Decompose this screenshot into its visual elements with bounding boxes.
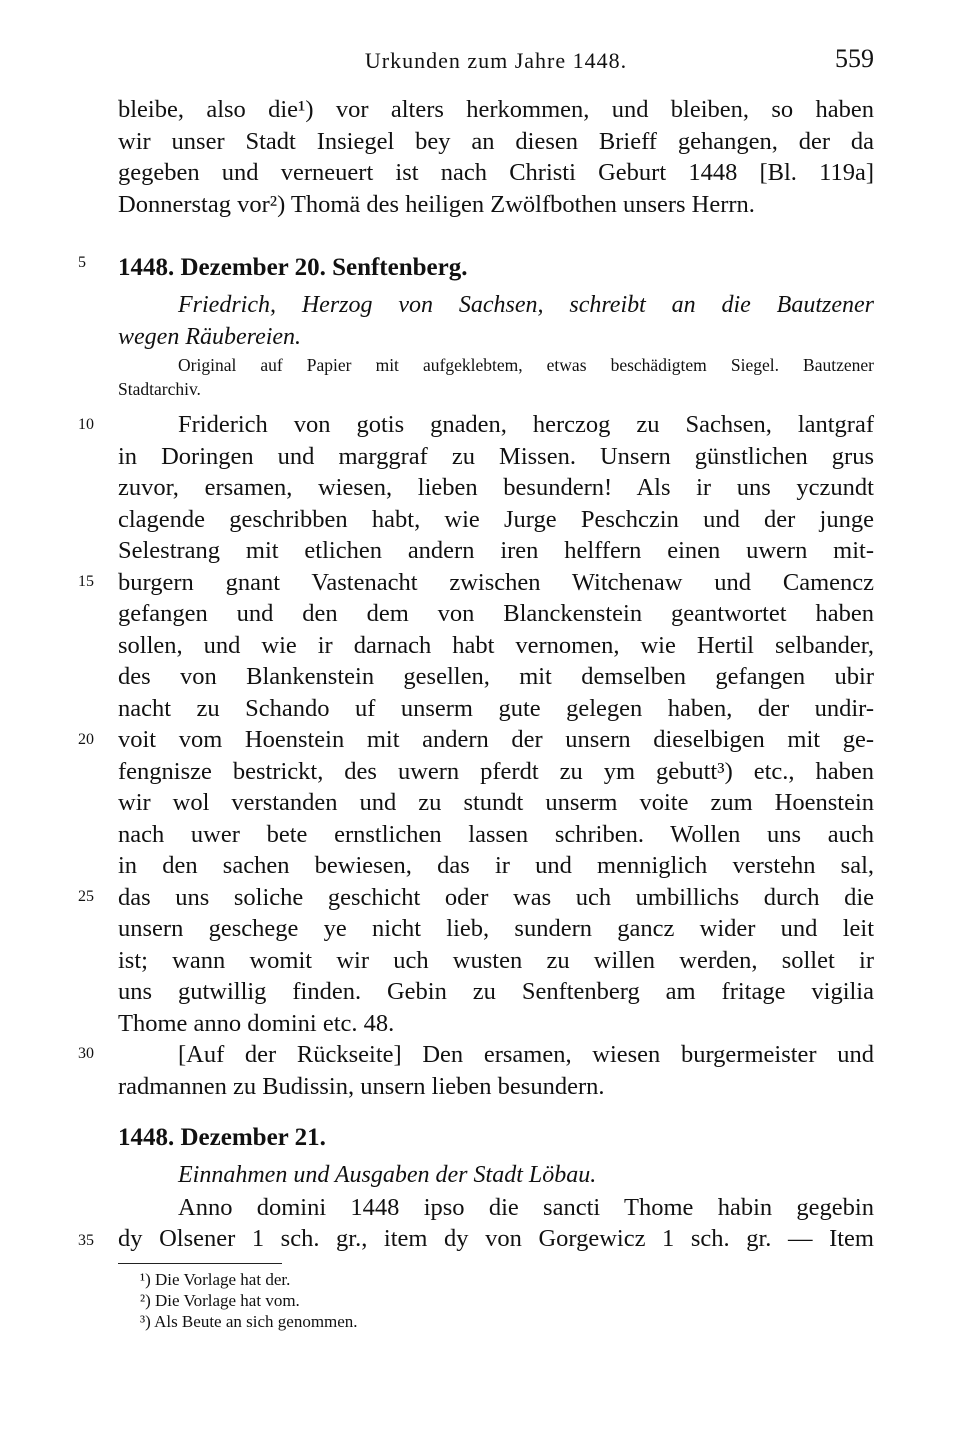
line-number: 35: [78, 1232, 94, 1249]
text-line: zuvor, ersamen, wiesen, lieben besundern! Als ir uns yczundt: [118, 474, 874, 501]
document-title: 1448. Dezember 21.: [118, 1124, 326, 1151]
text-line: sollen, und wie ir darnach habt vernomen, wie Hertil selbander,: [118, 631, 874, 659]
source-note: Stadtarchiv.: [118, 379, 201, 399]
text-line: Thome anno domini etc. 48.: [118, 1009, 395, 1037]
line-number: 10: [78, 416, 94, 433]
footnote: ³) Als Beute an sich genommen.: [140, 1312, 358, 1331]
document-summary: Einnahmen und Ausgaben der Stadt Löbau.: [178, 1162, 597, 1188]
page-number: 559: [835, 44, 874, 73]
text-line: des von Blankenstein gesellen, mit demselben gefangen ubir: [118, 663, 874, 690]
footnote-divider: [118, 1263, 282, 1264]
text-line: fengnisze bestrickt, des uwern pferdt zu ym gebutt³) etc., haben: [118, 757, 874, 785]
text-line: dy Olsener 1 sch. gr., item dy von Gorgewicz 1 sch. gr. — Item: [118, 1225, 874, 1252]
text-line: Selestrang mit etlichen andern iren helffern einen uwern mit-: [118, 537, 874, 564]
text-line: in Doringen und marggraf zu Missen. Unsern günstlichen grus: [118, 442, 874, 470]
document-summary: wegen Räubereien.: [118, 323, 302, 350]
footnote: ²) Die Vorlage hat vom.: [140, 1291, 300, 1310]
text-line: unsern geschege ye nicht lieb, sundern gancz wider und leit: [118, 915, 874, 942]
document-heading: [118, 1116, 874, 1255]
line-number: 5: [78, 254, 86, 271]
source-note: Original auf Papier mit aufgeklebtem, etwas beschädigtem Siegel. Bautzener: [178, 355, 874, 375]
text-line: voit vom Hoenstein mit andern der unsern dieselbigen mit ge-: [118, 726, 874, 753]
text-line: das uns soliche geschicht oder was uch umbillichs durch die: [118, 883, 874, 911]
line-number: 15: [78, 573, 94, 590]
text-line: clagende geschribben habt, wie Jurge Peschczin und der junge: [118, 505, 874, 533]
text-line: Friderich von gotis gnaden, herczog zu Sachsen, lantgraf: [178, 411, 874, 438]
continuation-text: [118, 94, 874, 220]
text-line: radmannen zu Budissin, unsern lieben besundern.: [118, 1072, 605, 1100]
line-number: 25: [78, 888, 94, 905]
footnote: ¹) Die Vorlage hat der.: [140, 1270, 291, 1289]
text-line: wir unser Stadt Insiegel bey an diesen Brieff gehangen, der da: [118, 127, 874, 155]
text-line: gefangen und den dem von Blanckenstein geantwortet haben: [118, 600, 874, 627]
text-line: gegeben und verneuert ist nach Christi Geburt 1448 [Bl. 119a]: [118, 159, 874, 186]
text-line: uns gutwillig finden. Gebin zu Senftenberg am fritage vigilia: [118, 978, 874, 1005]
document-body: [118, 409, 874, 1102]
document-heading: [118, 246, 874, 401]
text-line: nach uwer bete ernstlichen lassen schriben. Wollen uns auch: [118, 820, 874, 848]
running-head: Urkunden zum Jahre 1448.: [364, 48, 628, 73]
text-line: ist; wann womit wir uch wusten zu willen werden, sollet ir: [118, 946, 874, 974]
text-line: wir wol verstanden und zu stundt unserm voite zum Hoenstein: [118, 789, 874, 816]
text-line: [Auf der Rückseite] Den ersamen, wiesen burgermeister und: [178, 1041, 874, 1068]
text-line: nacht zu Schando uf unserm gute gelegen haben, der undir-: [118, 694, 874, 722]
document-summary: Friedrich, Herzog von Sachsen, schreibt an die Bautzener: [178, 292, 874, 318]
line-number: 30: [78, 1045, 94, 1062]
line-number: 20: [78, 731, 94, 748]
text-line: in den sachen bewiesen, das ir und menniglich verstehn sal,: [118, 852, 874, 879]
page-header: [118, 44, 874, 84]
text-line: burgern gnant Vastenacht zwischen Witchenaw und Camencz: [118, 568, 874, 596]
text-line: Donnerstag vor²) Thomä des heiligen Zwölfbothen unsers Herrn.: [118, 190, 755, 218]
document-title: 1448. Dezember 20. Senftenberg.: [118, 254, 468, 281]
text-line: bleibe, also die¹) vor alters herkommen, und bleiben, so haben: [118, 96, 874, 123]
text-line: Anno domini 1448 ipso die sancti Thome habin gegebin: [178, 1193, 874, 1221]
